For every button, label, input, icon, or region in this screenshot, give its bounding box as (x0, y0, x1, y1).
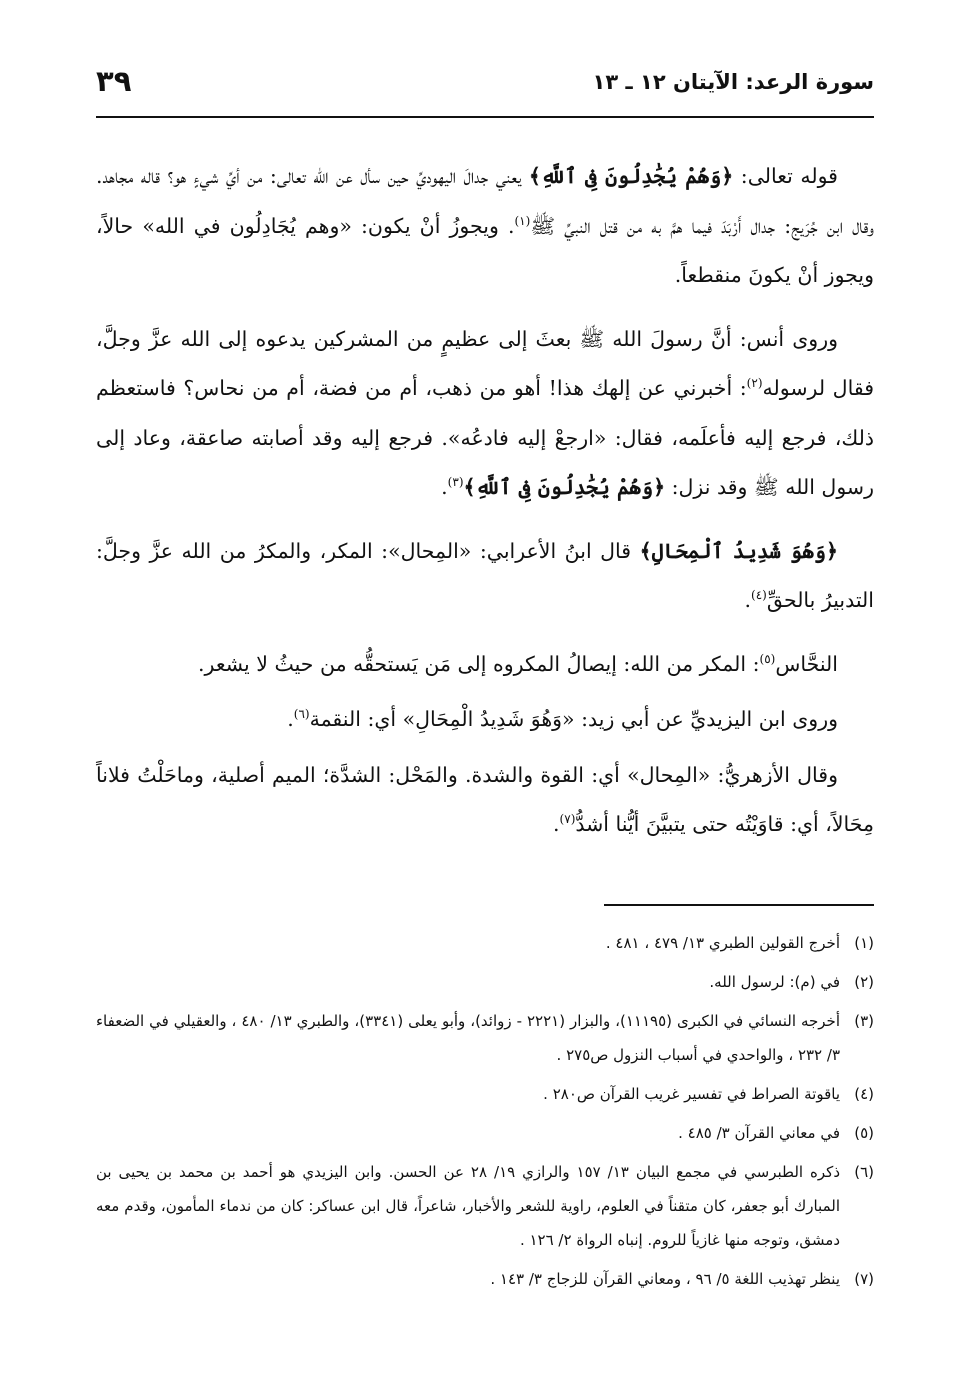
footnote (96, 1155, 874, 1257)
footnote (96, 965, 874, 999)
text-segment: : أخبرني عن إلهك هذا! أهو من ذهب، أم من فضة، أم من نحاس؟ فاستعظم ذلك، فرجع إليه فأعلَمه، فقال: «ارجعْ إليه فادعُه». فرجع إليه وقد أصابته صاعقة، وعاد إلى رسول الله ﷺ وقد نزل: (96, 376, 874, 499)
footnote-number: (٧) (854, 1270, 874, 1288)
text-segment: : المكر من الله: إيصالُ المكروه إلى مَن يَستحقُّه من حيثُ لا يشعر. (198, 651, 760, 676)
text-segment: قوله تعالى: (733, 164, 838, 188)
footnote-ref-5[interactable]: (٥) (759, 651, 776, 666)
text-segment: يعني جدالَ اليهوديِّ حين سأل عن الله تعالى: من أيِّ شيءٍ هو؟ قاله مجاهد. وقال ابن جُرَيج: جدال أَرْبَدَ فيما همَّ به من قتل النبيِّ ﷺ (96, 164, 874, 238)
footnote-text: ذكره الطبرسي في مجمع البيان ١٣/ ١٥٧ والرازي ١٩/ ٢٨ عن الحسن. وابن اليزيدي هو أحمد بن محمد بن يحيى بن المبارك أبو جعفر، كان متقناً في العلوم، راوية للشعر والأخبار، شاعراً، قال ابن عساكر: كان من ندماء المأمون، وقدم معه دمشق، وتوجه منها غازياً للروم. إنباه الرواة ٢/ ١٢٦ . (96, 1163, 841, 1249)
footnote-number: (٥) (854, 1124, 874, 1142)
footnote-ref-1[interactable]: (١) (514, 213, 531, 228)
footnote-number: (١) (854, 934, 874, 952)
text-segment: . (441, 475, 448, 499)
footnote-number: (٦) (854, 1163, 874, 1181)
paragraph-5 (96, 695, 874, 745)
footnote-number: (٣) (854, 1012, 874, 1030)
footnote-text: في معاني القرآن ٣/ ٤٨٥ . (678, 1124, 840, 1142)
page-header (96, 62, 874, 110)
text-segment: . (287, 707, 294, 731)
text-segment: النحَّاس (775, 651, 838, 676)
footnote-ref-3[interactable]: (٣) (447, 475, 464, 490)
footnote-text: أخرجه النسائي في الكبرى (١١١٩٥)، والبزار (٢٢٢١ - زوائد)، وأبو يعلى (٣٣٤١)، والطبري ١٣/ ٤٨٠ ، والعقيلي في الضعفاء ٣/ ٢٣٢ ، والواحدي في أسباب النزول ص٢٧٥ . (96, 1012, 840, 1064)
text-segment: قال ابنُ الأعرابي: «المِحال»: المكر، والمكرُ من الله عزَّ وجلَّ: التدبيرُ بالحقِّ (96, 538, 874, 612)
footnote-text: في (م): لرسول الله. (709, 973, 840, 991)
footnote-ref-2[interactable]: (٢) (746, 376, 763, 391)
footnote (96, 1262, 874, 1296)
footnote (96, 1004, 874, 1072)
footnote (96, 926, 874, 960)
footnote-ref-6[interactable]: (٦) (293, 707, 310, 722)
footnote-text: أخرج القولين الطبري ١٣/ ٤٧٩ ، ٤٨١ . (605, 934, 840, 952)
footnote-text: ينظر تهذيب اللغة ٥/ ٩٦ ، ومعاني القرآن للزجاج ٣/ ١٤٣ . (490, 1270, 840, 1288)
text-segment: . (744, 588, 752, 612)
quran-verse: ﴿وَهُمْ يُجَٰدِلُونَ فِى ٱللَّهِ﴾ (463, 475, 666, 499)
quran-verse: ﴿وَهُوَ شَدِيدُ ٱلْمِحَالِ﴾ (639, 538, 838, 563)
text-segment: وقال الأزهريُّ: «المِحال» أي: القوة والشدة. والمَحْل: الشدَّة؛ الميم أصلية، وماحَلْتُ فلاناً مِحَالاً، أي: قاوَيْتُه حتى يتبيَّنَ أيُّنا أشدُّ (96, 762, 874, 836)
text-segment: وروى أنس: أنَّ رسولَ الله ﷺ بعثَ إلى عظيمٍ من المشركين يدعوه إلى الله عزَّ وجلَّ، فقال لرسوله (96, 326, 874, 400)
page-number: ٣٩ (96, 64, 132, 98)
footnote (96, 1077, 874, 1111)
quran-verse: ﴿وَهُمْ يُجَٰدِلُونَ فِى ٱللَّهِ﴾ (528, 164, 734, 188)
paragraph-1 (96, 152, 874, 301)
paragraph-6 (96, 751, 874, 850)
text-segment: . ويجوزُ أنْ يكون: «وهم يُجَادِلُون في الله» حالاً، ويجوز أنْ يكونَ منقطعاً. (96, 213, 874, 287)
footnote-text: ياقوتة الصراط في تفسير غريب القرآن ص٢٨٠ . (543, 1085, 840, 1103)
paragraph-3 (96, 527, 874, 626)
footnote-number: (٢) (854, 973, 874, 991)
footnote (96, 1116, 874, 1150)
footnote-ref-7[interactable]: (٧) (559, 812, 576, 827)
footnote-number: (٤) (854, 1085, 874, 1103)
paragraph-4 (96, 640, 874, 690)
footnote-divider (604, 904, 874, 906)
main-text (96, 152, 874, 864)
text-segment: وروى ابن اليزيديِّ عن أبي زيد: «وَهُوَ شَدِيدُ الْمِحَالِ» أي: النقمة (309, 707, 838, 731)
running-title: سورة الرعد: الآيتان ١٢ ـ ١٣ (592, 70, 874, 94)
header-divider (96, 116, 874, 118)
footnote-ref-4[interactable]: (٤) (751, 588, 767, 603)
footnotes (96, 926, 874, 1301)
paragraph-2 (96, 315, 874, 513)
text-segment: . (553, 812, 560, 836)
